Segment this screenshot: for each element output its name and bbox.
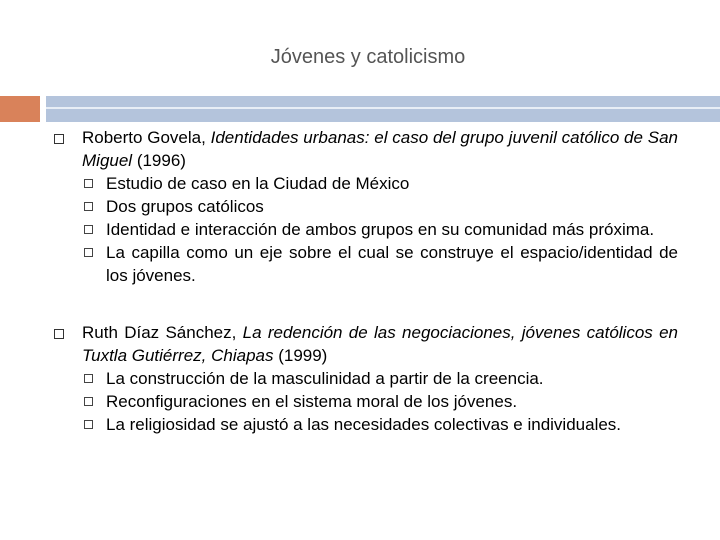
sub-bullet-item bbox=[82, 390, 678, 413]
sub-bullet-text: Dos grupos católicos bbox=[106, 197, 264, 216]
square-bullet-icon bbox=[54, 134, 64, 144]
work-title: La redención de las negociaciones, jóvenes católicos en Tuxtla Gutiérrez, Chiapas bbox=[82, 323, 678, 365]
bullet-text bbox=[82, 126, 678, 172]
bullet-item bbox=[52, 321, 678, 436]
author: Roberto Govela, bbox=[82, 128, 211, 147]
sub-bullet-text: La religiosidad se ajustó a las necesidades colectivas e individuales. bbox=[106, 415, 622, 434]
sub-bullet-item bbox=[82, 218, 678, 241]
square-bullet-icon bbox=[84, 397, 93, 406]
bullet-text bbox=[82, 321, 678, 367]
sub-bullet-item bbox=[82, 195, 678, 218]
square-bullet-icon bbox=[84, 179, 93, 188]
sub-list bbox=[82, 367, 678, 436]
square-bullet-icon bbox=[54, 329, 64, 339]
square-bullet-icon bbox=[84, 420, 93, 429]
sub-bullet-item bbox=[82, 413, 678, 436]
author: Ruth Díaz Sánchez, bbox=[82, 323, 243, 342]
sub-bullet-item bbox=[82, 367, 678, 390]
year: (1999) bbox=[273, 346, 328, 365]
work-title: Identidades urbanas: el caso del grupo juvenil católico de San Miguel bbox=[82, 128, 678, 170]
sub-bullet-text: La construcción de la masculinidad a partir de la creencia. bbox=[106, 369, 544, 388]
header-bar bbox=[46, 96, 720, 122]
year: (1996) bbox=[132, 151, 186, 170]
bullet-item bbox=[52, 126, 678, 287]
header-accent-block bbox=[0, 96, 40, 122]
sub-bullet-text: Reconfiguraciones en el sistema moral de los jóvenes. bbox=[106, 392, 518, 411]
square-bullet-icon bbox=[84, 374, 93, 383]
sub-bullet-text: Estudio de caso en la Ciudad de México bbox=[106, 174, 410, 193]
sub-bullet-text: La capilla como un eje sobre el cual se construye el espacio/identidad de los jóvenes. bbox=[106, 243, 678, 285]
slide-content bbox=[52, 126, 678, 470]
square-bullet-icon bbox=[84, 225, 93, 234]
square-bullet-icon bbox=[84, 248, 93, 257]
slide-title: Jóvenes y catolicismo bbox=[270, 46, 466, 68]
sub-list bbox=[82, 172, 678, 287]
sub-bullet-text: Identidad e interacción de ambos grupos en su comunidad más próxima. bbox=[106, 220, 655, 239]
sub-bullet-item bbox=[82, 172, 678, 195]
square-bullet-icon bbox=[84, 202, 93, 211]
sub-bullet-item bbox=[82, 241, 678, 287]
